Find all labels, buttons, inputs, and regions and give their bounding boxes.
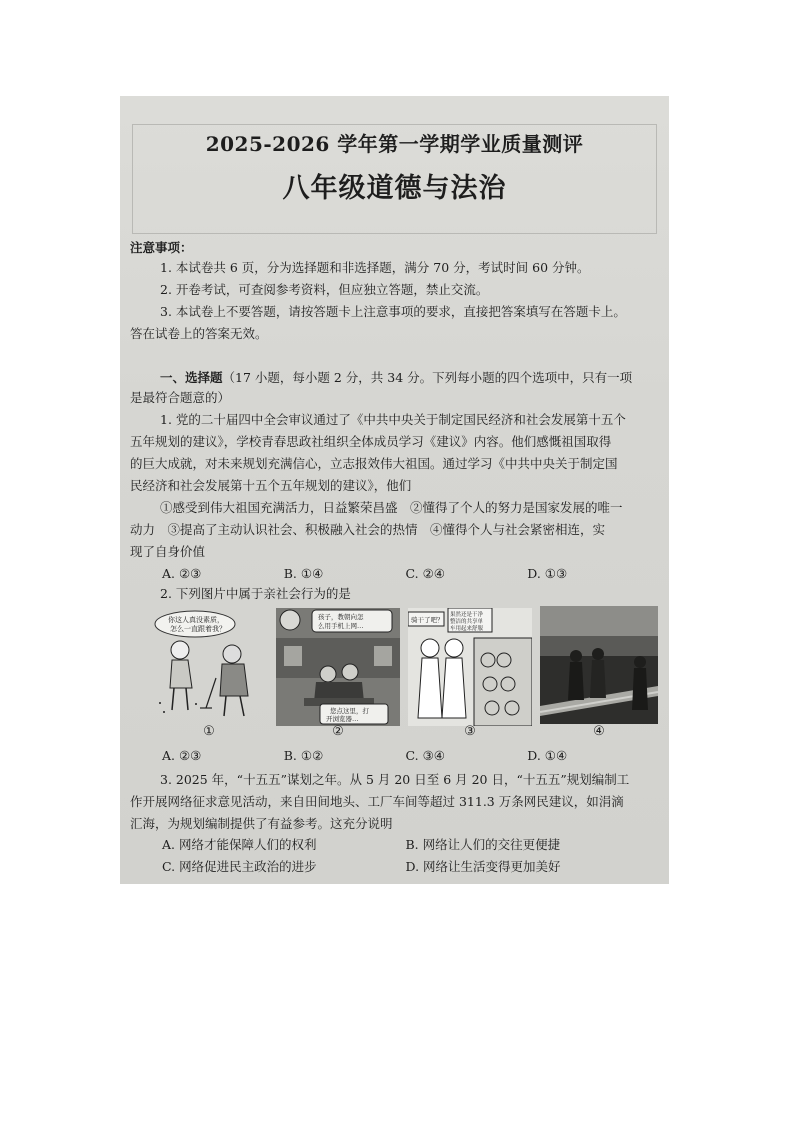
q1-line-3: 的巨大成就，对未来规划充满信心，立志报效伟大祖国。通过学习《中共中央关于制定国 [130, 456, 618, 471]
pic1-bubble-line2: 怎么一直跟着我？ [170, 625, 226, 633]
q1-option-a[interactable]: A. ②③ [162, 566, 202, 581]
q2-options [162, 746, 649, 766]
notice-item-1: 1. 本试卷共 6 页，分为选择题和非选择题，满分 70 分，考试时间 60 分钟。 [160, 260, 590, 275]
q1-line-5: ①感受到伟大祖国充满活力，日益繁荣昌盛 ②懂得了个人的努力是国家发展的唯一 [160, 500, 623, 515]
q3-options-row-1 [162, 834, 649, 856]
q2-stem: 2. 下列图片中属于亲社会行为的是 [160, 586, 351, 601]
q2-picture-3 [408, 608, 532, 726]
q3-line-2: 作开展网络征求意见活动，来自田间地头、工厂车间等超过 311.3 万条网民建议，如涓滴 [130, 794, 624, 809]
q1-option-d[interactable]: D. ①③ [527, 566, 568, 581]
pic2-bubble-top-line2: 么用手机上网… [318, 622, 364, 630]
notice-item-3-cont: 答在试卷上的答案无效。 [130, 326, 268, 341]
q3-line-1: 3. 2025 年，“十五五”谋划之年。从 5 月 20 日至 6 月 20 日，“十五五”规划编制工 [160, 772, 630, 787]
q2-picture-3-label: ③ [464, 724, 476, 739]
pic2-bubble-bottom-line2: 开浏览器… [326, 715, 359, 723]
q2-option-b[interactable]: B. ①② [283, 748, 324, 763]
q2-picture-4-label: ④ [593, 724, 605, 739]
section-instructions-1: （17 小题，每小题 2 分，共 34 分。下列每小题的四个选项中，只有一项 [222, 370, 633, 385]
exam-paper-photo [120, 96, 669, 884]
q1-line-7: 现了自身价值 [130, 544, 206, 559]
q1-option-c[interactable]: C. ②④ [405, 566, 445, 581]
q1-line-4: 民经济和社会发展第十五个五年规划的建议》，他们 [130, 478, 412, 493]
q2-picture-2-label: ② [332, 724, 344, 739]
exam-title: 2025-2026 学年第一学期学业质量测评 [205, 132, 584, 156]
q2-picture-1-label: ① [203, 724, 215, 739]
q2-picture-2 [276, 608, 400, 726]
notice-item-2: 2. 开卷考试，可查阅参考资料，但应独立答题，禁止交流。 [160, 282, 489, 297]
pic1-bubble-line1: 你这人真没素质， [168, 616, 224, 624]
exam-subject: 八年级道德与法治 [282, 173, 507, 204]
q2-option-a[interactable]: A. ②③ [162, 748, 202, 763]
q3-options [162, 834, 649, 878]
q2-option-c[interactable]: C. ③④ [405, 748, 445, 763]
pic2-bubble-bottom-line1: 您点这里，打 [330, 707, 369, 715]
section-heading-line [130, 368, 659, 388]
q3-options-row-2 [162, 856, 649, 878]
section-heading: 一、选择题 [160, 370, 223, 385]
q2-picture-4 [540, 606, 658, 724]
q3-option-a[interactable]: A. 网络才能保障人们的权利 [162, 837, 317, 852]
q1-line-6: 动力 ③提高了主动认识社会、积极融入社会的热情 ④懂得个人与社会紧密相连，实 [130, 522, 606, 537]
q1-options [162, 564, 649, 584]
pic3-bubble-left: 骑干了吧？ [411, 616, 444, 624]
q1-line-2: 五年规划的建议》，学校青春思政社组织全体成员学习《建议》内容。他们感慨祖国取得 [130, 434, 612, 449]
section-instructions-2: 是最符合题意的） [130, 390, 231, 405]
notice-item-3: 3. 本试卷上不要答题，请按答题卡上注意事项的要求，直接把答案填写在答题卡上。 [160, 304, 626, 319]
q3-line-3: 汇海，为规划编制提供了有益参考。这充分说明 [130, 816, 393, 831]
q1-option-b[interactable]: B. ①④ [283, 566, 324, 581]
pic3-bubble-right-line3: 车用起来舒服 [450, 626, 484, 632]
q2-picture-1 [150, 608, 270, 726]
q1-line-1: 1. 党的二十届四中全会审议通过了《中共中央关于制定国民经济和社会发展第十五个 [160, 412, 626, 427]
q2-option-d[interactable]: D. ①④ [527, 748, 568, 763]
notice-heading: 注意事项： [130, 240, 193, 255]
q3-option-b[interactable]: B. 网络让人们的交往更便捷 [405, 837, 561, 852]
q3-option-d[interactable]: D. 网络让生活变得更加美好 [405, 859, 561, 874]
q3-option-c[interactable]: C. 网络促进民主政治的进步 [162, 859, 317, 874]
pic3-bubble-right-line1: 果然还是干净 [450, 612, 484, 618]
pic2-bubble-top-line1: 孩子，教朝向怎 [318, 613, 364, 621]
pic3-bubble-right-line2: 整洁的共享单 [450, 619, 484, 625]
